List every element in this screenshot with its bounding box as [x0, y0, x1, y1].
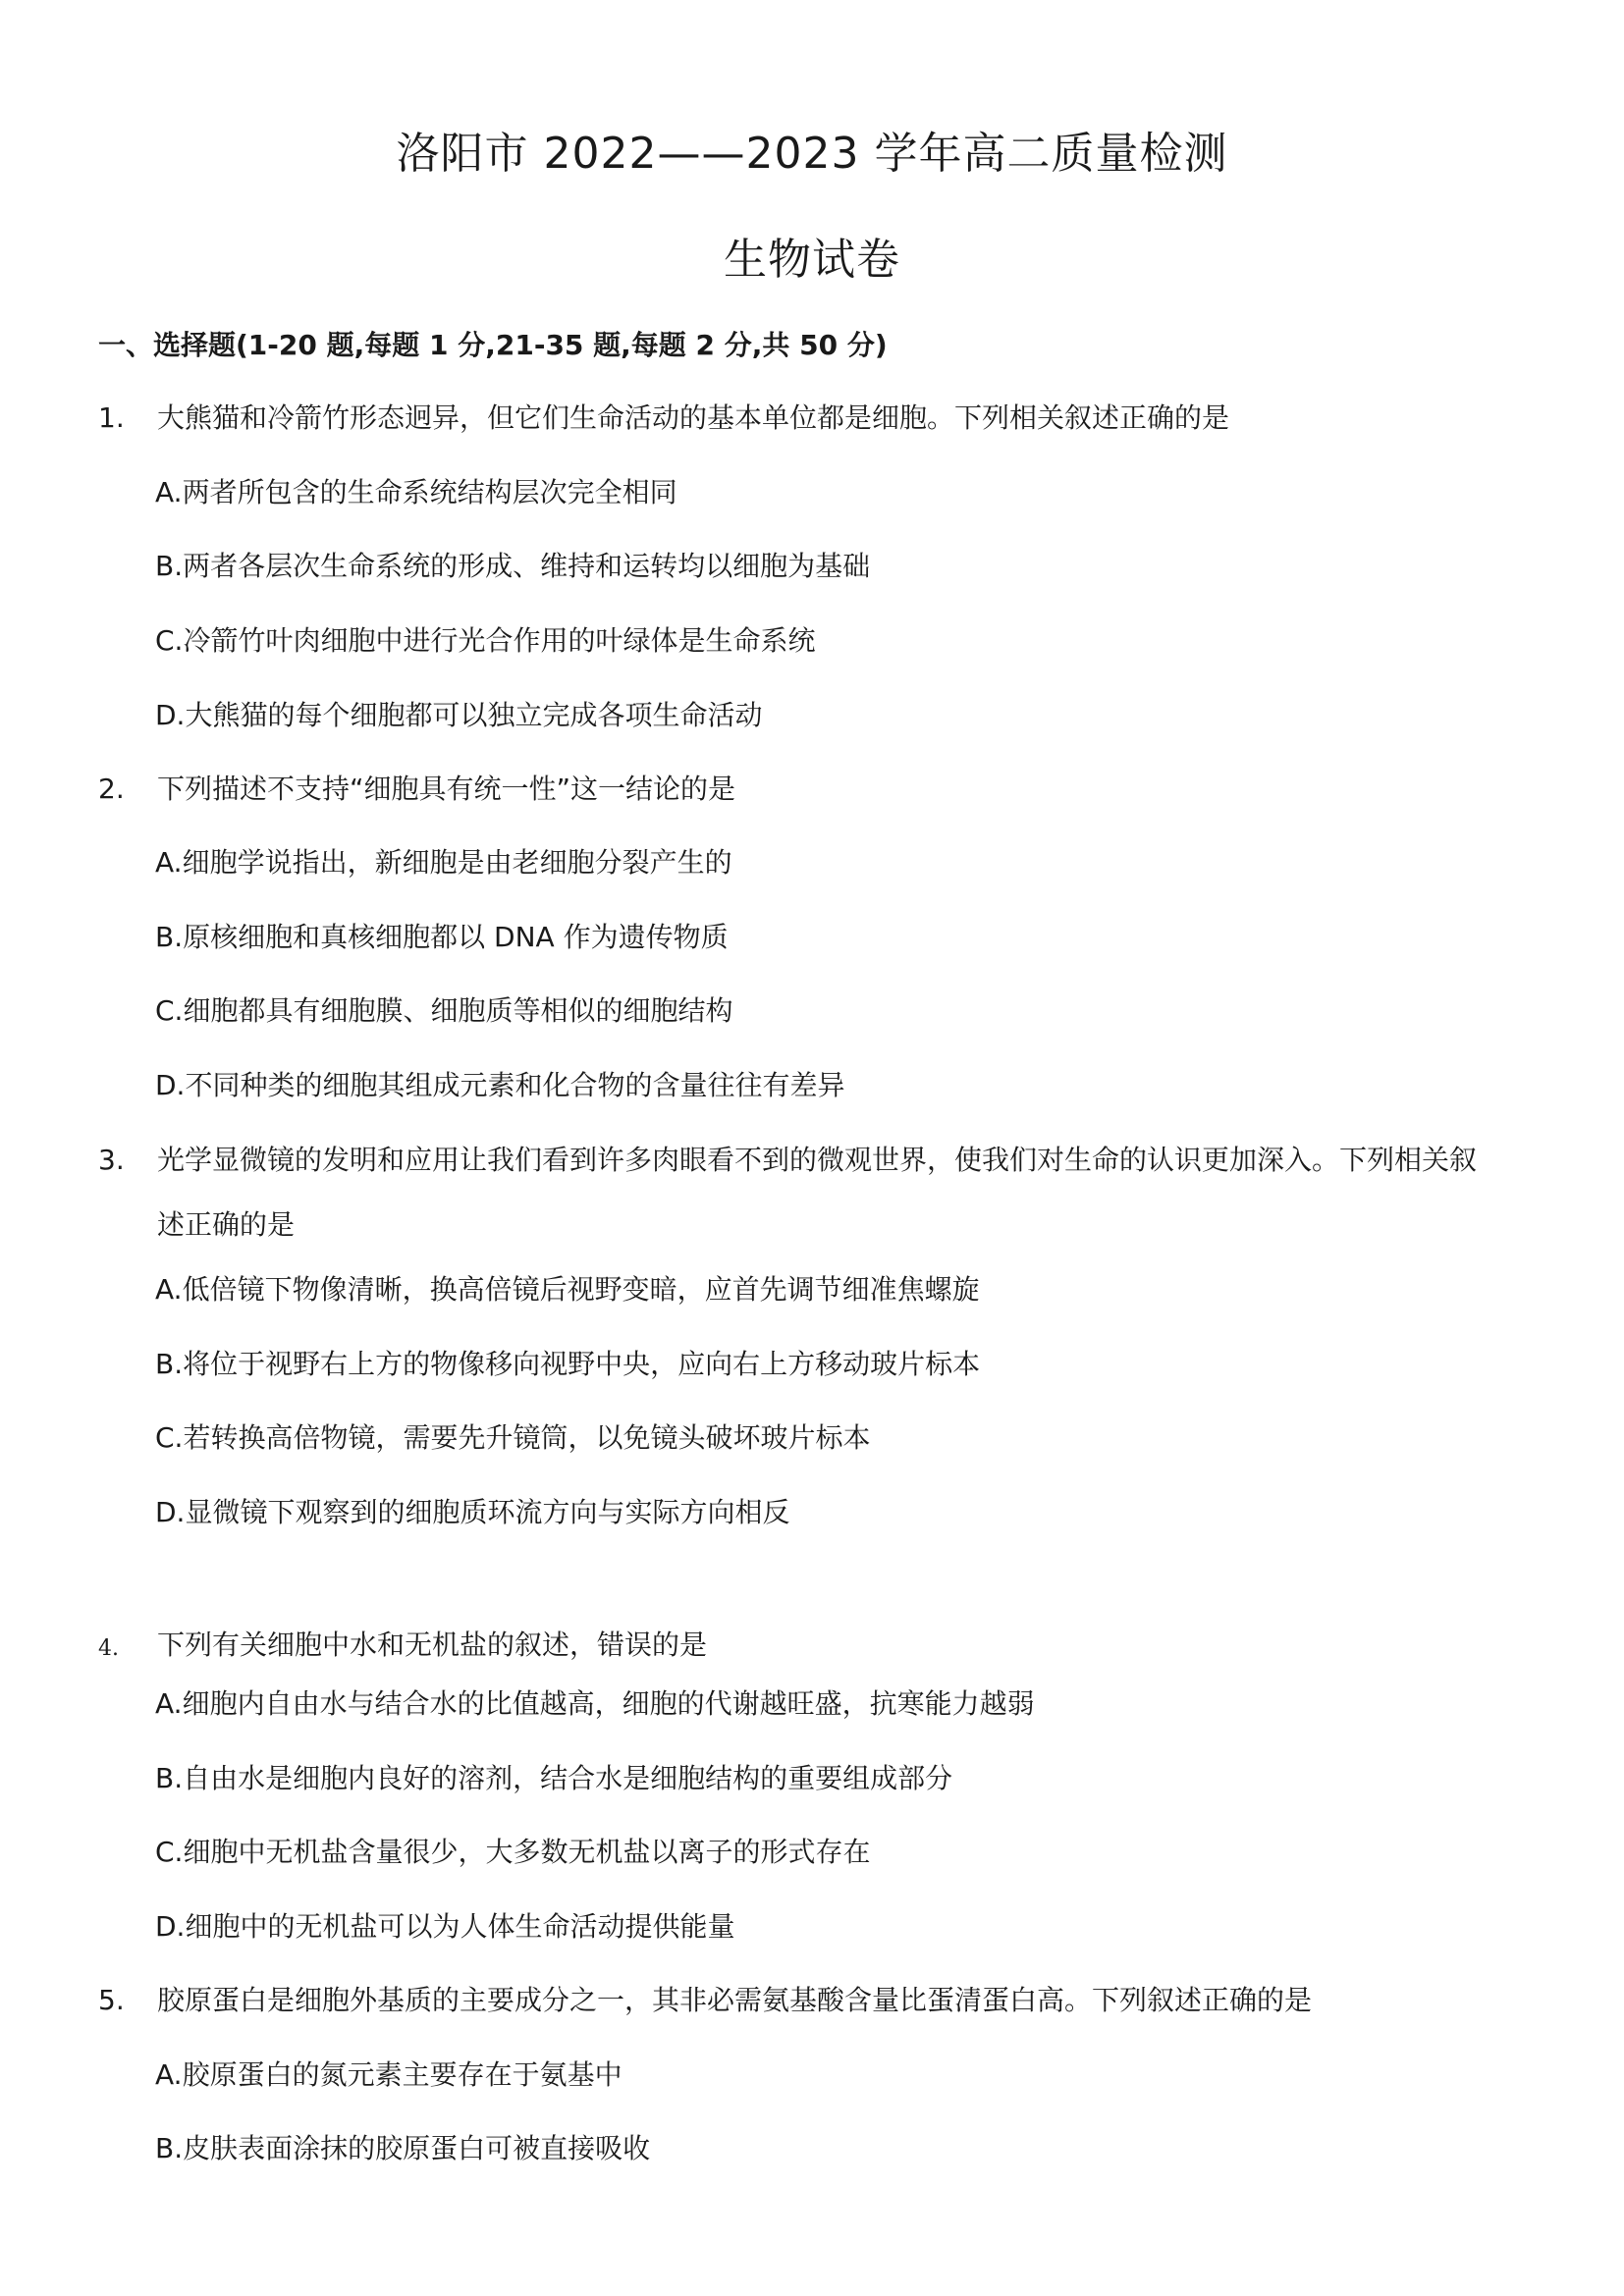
option-a: A.两者所包含的生命系统结构层次完全相同 — [155, 476, 677, 508]
option-d: D.细胞中的无机盐可以为人体生命活动提供能量 — [155, 1910, 735, 1943]
exam-title: 洛阳市 2022——2023 学年高二质量检测 — [396, 129, 1228, 179]
option-c: C.细胞都具有细胞膜、细胞质等相似的细胞结构 — [155, 994, 733, 1027]
question-stem: 下列描述不支持“细胞具有统一性”这一结论的是 — [157, 773, 736, 805]
question-stem-continued: 述正确的是 — [157, 1208, 296, 1241]
option-b: B.两者各层次生命系统的形成、维持和运转均以细胞为基础 — [155, 550, 871, 582]
question-number: 4. — [98, 1636, 119, 1661]
option-b: B.将位于视野右上方的物像移向视野中央，应向右上方移动玻片标本 — [155, 1348, 981, 1380]
exam-subtitle: 生物试卷 — [724, 235, 900, 285]
option-a: A.细胞内自由水与结合水的比值越高，细胞的代谢越旺盛，抗寒能力越弱 — [155, 1687, 1035, 1720]
question-number: 5. — [98, 1984, 125, 2016]
question-number: 2. — [98, 773, 125, 805]
option-d: D.不同种类的细胞其组成元素和化合物的含量往往有差异 — [155, 1069, 845, 1101]
option-b: B.原核细胞和真核细胞都以 DNA 作为遗传物质 — [155, 921, 729, 953]
question-stem: 光学显微镜的发明和应用让我们看到许多肉眼看不到的微观世界，使我们对生命的认识更加深入。下列相关叙 — [157, 1144, 1478, 1176]
question-number: 1. — [98, 401, 125, 434]
question-number: 3. — [98, 1144, 125, 1176]
option-b: B.自由水是细胞内良好的溶剂，结合水是细胞结构的重要组成部分 — [155, 1762, 953, 1794]
option-c: C.冷箭竹叶肉细胞中进行光合作用的叶绿体是生命系统 — [155, 624, 816, 657]
option-a: A.胶原蛋白的氮元素主要存在于氨基中 — [155, 2058, 623, 2091]
option-c: C.细胞中无机盐含量很少，大多数无机盐以离子的形式存在 — [155, 1836, 871, 1868]
question-stem: 胶原蛋白是细胞外基质的主要成分之一，其非必需氨基酸含量比蛋清蛋白高。下列叙述正确的是 — [157, 1984, 1313, 2016]
option-d: D.显微镜下观察到的细胞质环流方向与实际方向相反 — [155, 1496, 790, 1528]
section-heading: 一、选择题(1-20 题,每题 1 分,21-35 题,每题 2 分,共 50 分) — [98, 329, 888, 361]
option-b: B.皮肤表面涂抹的胶原蛋白可被直接吸收 — [155, 2132, 651, 2164]
option-a: A.细胞学说指出，新细胞是由老细胞分裂产生的 — [155, 846, 732, 879]
question-stem: 下列有关细胞中水和无机盐的叙述，错误的是 — [157, 1629, 708, 1661]
question-stem: 大熊猫和冷箭竹形态迥异，但它们生命活动的基本单位都是细胞。下列相关叙述正确的是 — [157, 401, 1230, 434]
option-c: C.若转换高倍物镜，需要先升镜筒，以免镜头破坏玻片标本 — [155, 1421, 871, 1454]
option-d: D.大熊猫的每个细胞都可以独立完成各项生命活动 — [155, 699, 763, 731]
option-a: A.低倍镜下物像清晰，换高倍镜后视野变暗，应首先调节细准焦螺旋 — [155, 1273, 980, 1306]
